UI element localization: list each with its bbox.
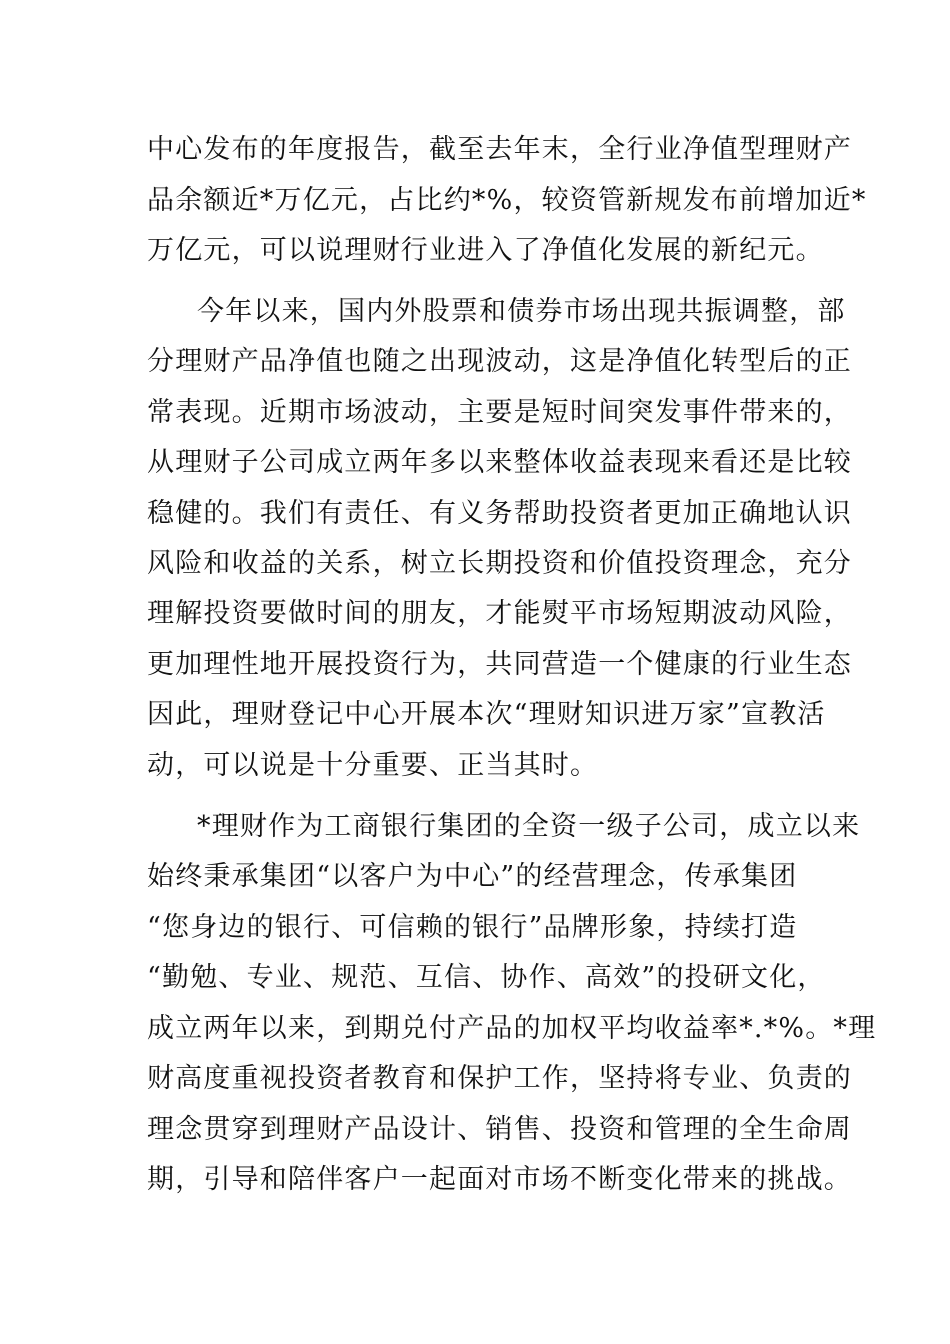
text-line: 风险和收益的关系，树立长期投资和价值投资理念，充分 — [147, 548, 852, 579]
text-line: *理财作为工商银行集团的全资一级子公司，成立以来 — [197, 811, 861, 842]
text-line: 成立两年以来，到期兑付产品的加权平均收益率*.*%。*理 — [147, 1013, 877, 1044]
text-line: 从理财子公司成立两年多以来整体收益表现来看还是比较 — [147, 447, 852, 478]
text-line: 期，引导和陪伴客户一起面对市场不断变化带来的挑战。 — [147, 1164, 852, 1195]
text-line: 更加理性地开展投资行为，共同营造一个健康的行业生态 — [147, 649, 852, 680]
text-line: 中心发布的年度报告，截至去年末，全行业净值型理财产 — [147, 134, 852, 165]
text-line: 分理财产品净值也随之出现波动，这是净值化转型后的正 — [147, 346, 852, 377]
text-line: 始终秉承集团“以客户为中心”的经营理念，传承集团 — [147, 861, 798, 892]
text-line: 理解投资要做时间的朋友，才能熨平市场短期波动风险， — [147, 598, 852, 629]
text-line: 万亿元，可以说理财行业进入了净值化发展的新纪元。 — [147, 235, 824, 266]
text-line: “您身边的银行、可信赖的银行”品牌形象，持续打造 — [147, 912, 798, 943]
text-line: 动，可以说是十分重要、正当其时。 — [147, 750, 599, 781]
text-line: 今年以来，国内外股票和债券市场出现共振调整，部 — [197, 296, 846, 327]
text-line: 理念贯穿到理财产品设计、销售、投资和管理的全生命周 — [147, 1114, 852, 1145]
text-line: 品余额近*万亿元，占比约*%，较资管新规发布前增加近* — [147, 185, 867, 216]
text-line: 财高度重视投资者教育和保护工作，坚持将专业、负责的 — [147, 1063, 852, 1094]
text-line: 常表现。近期市场波动，主要是短时间突发事件带来的， — [147, 397, 852, 428]
text-line: 因此，理财登记中心开展本次“理财知识进万家”宣教活 — [147, 699, 826, 730]
text-line: 稳健的。我们有责任、有义务帮助投资者更加正确地认识 — [147, 498, 852, 529]
text-line: “勤勉、专业、规范、互信、协作、高效”的投研文化， — [147, 962, 826, 993]
